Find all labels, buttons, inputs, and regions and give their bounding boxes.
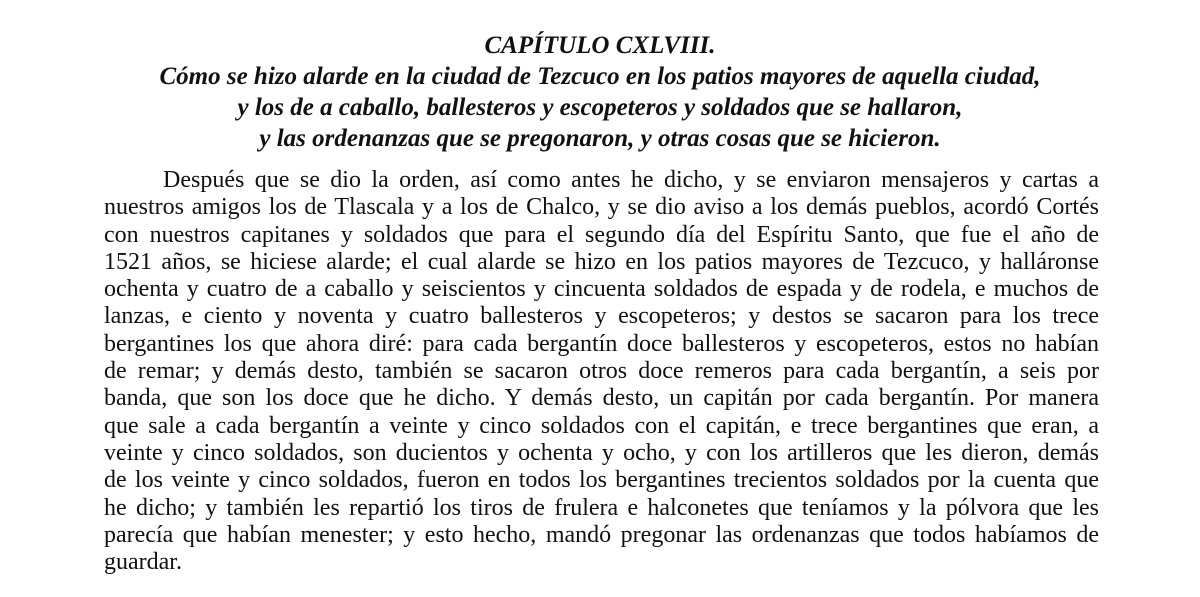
- chapter-heading: [0, 30, 1200, 154]
- chapter-subtitle-line: Cómo se hizo alarde en la ciudad de Tezcuco en los patios mayores de aquella ciudad,: [159, 63, 1041, 90]
- paragraph-line: bergantines los que ahora diré: para cada bergantín doce ballesteros y escopeteros, estos no habían: [104, 330, 1099, 357]
- chapter-title: CAPÍTULO CXLVIII.: [484, 32, 716, 59]
- paragraph-line: de los veinte y cinco soldados, fueron en todos los bergantines trecientos soldados por la cuenta que: [104, 467, 1099, 494]
- paragraph-line: con nuestros capitanes y soldados que para el segundo día del Espíritu Santo, que fue el año de: [104, 221, 1099, 248]
- chapter-body-paragraph: [104, 167, 1099, 576]
- paragraph-line: guardar.: [104, 549, 182, 576]
- paragraph-line: que sale a cada bergantín a veinte y cinco soldados con el capitán, e trece bergantines que eran, a: [104, 412, 1099, 439]
- paragraph-line: nuestros amigos los de Tlascala y a los de Chalco, y se dio aviso a los demás pueblos, acordó Cortés: [104, 194, 1099, 221]
- paragraph-line: he dicho; y también les repartió los tiros de frulera e halconetes que teníamos y la pólvora que les: [104, 494, 1099, 521]
- paragraph-line: parecía que habían menester; y esto hecho, mandó pregonar las ordenanzas que todos habíamos de: [104, 521, 1099, 548]
- paragraph-line: lanzas, e ciento y noventa y cuatro ballesteros y escopeteros; y destos se sacaron para los trece: [104, 303, 1099, 330]
- paragraph-line: banda, que son los doce que he dicho. Y demás desto, un capitán por cada bergantín. Por manera: [104, 385, 1099, 412]
- paragraph-line: 1521 años, se hiciese alarde; el cual alarde se hizo en los patios mayores de Tezcuco, y halláronse: [104, 248, 1099, 275]
- chapter-subtitle-line: y los de a caballo, ballesteros y escopeteros y soldados que se hallaron,: [237, 94, 963, 121]
- paragraph-line: ochenta y cuatro de a caballo y seiscientos y cincuenta soldados de espada y de rodela, e muchos de: [104, 276, 1099, 303]
- paragraph-line: Después que se dio la orden, así como antes he dicho, y se enviaron mensajeros y cartas a: [163, 167, 1099, 193]
- paragraph-line: veinte y cinco soldados, son ducientos y ochenta y ocho, y con los artilleros que les dieron, demás: [104, 439, 1099, 466]
- paragraph-line: de remar; y demás desto, también se sacaron otros doce remeros para cada bergantín, a seis por: [104, 358, 1099, 385]
- chapter-subtitle-line: y las ordenanzas que se pregonaron, y otras cosas que se hicieron.: [259, 125, 941, 152]
